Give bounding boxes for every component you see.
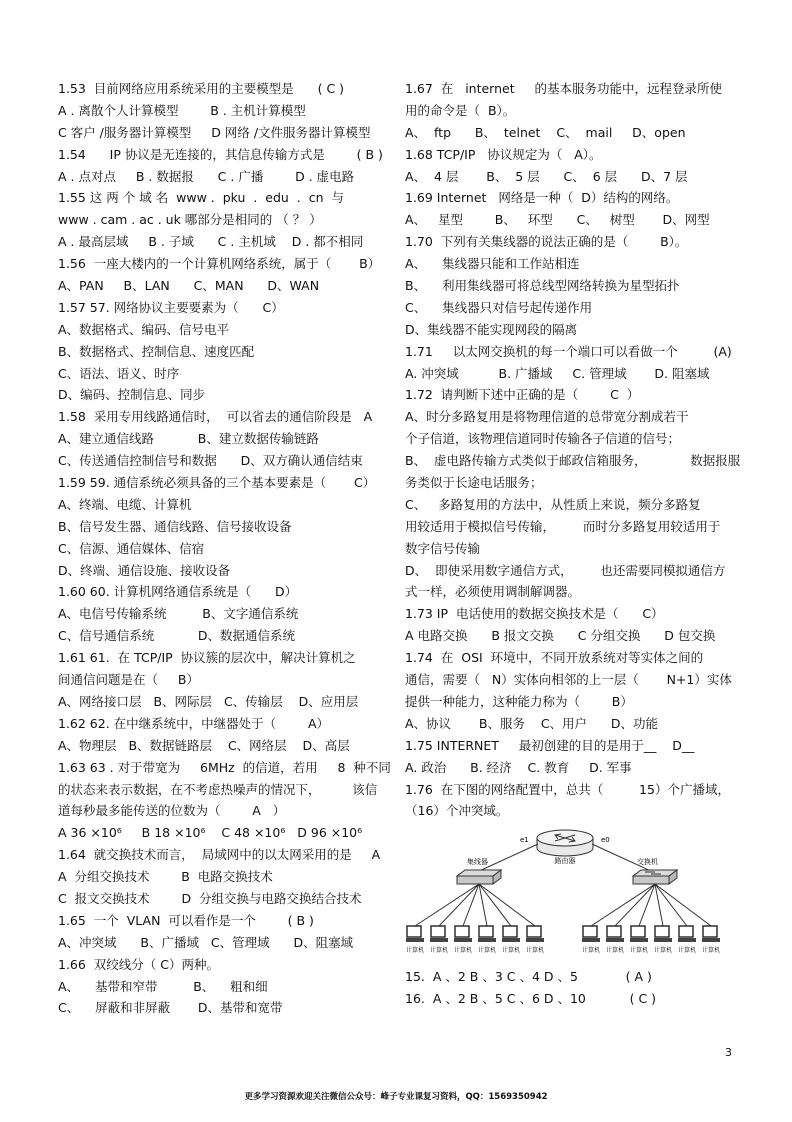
text-line: A . 点对点 B . 数据报 C . 广播 D . 虚电路 (58, 168, 355, 184)
text-line: 1.72 请判断下述中正确的是（ C ） (405, 387, 640, 403)
text-line: 用的命令是（ B）。 (405, 102, 516, 118)
text-line: 1.71 以太网交换机的每一个端口可以看做一个 (A) (405, 343, 732, 359)
network-link (615, 884, 655, 926)
text-line: 1.59 59. 通信系统必须具备的三个基本要素是（ C） (58, 475, 376, 491)
text-line: 1.56 一座大楼内的一个计算机网络系统，属于（ B） (58, 256, 381, 272)
computer-label: 计算机 (653, 947, 673, 955)
right-column-top-text (405, 78, 741, 822)
computer-icon (582, 926, 600, 954)
computer-label: 计算机 (501, 947, 521, 955)
text-line: D、集线器不能实现网段的隔离 (405, 321, 578, 337)
text-line: 1.58 采用专用线路通信时， 可以省去的通信阶段是 A (58, 409, 373, 425)
text-line: A . 最高层域 B . 子域 C . 主机域 D . 都不相同 (58, 234, 364, 250)
text-line: C、 屏蔽和非屏蔽 D、基带和宽带 (58, 1000, 283, 1016)
right-column-bottom-text (405, 966, 735, 1010)
text-line: 1.64 就交换技术而言， 局域网中的以太网采用的是 A (58, 847, 381, 863)
text-line: 1.73 IP 电话使用的数据交换技术是（ C） (405, 606, 664, 622)
text-line: 1.60 60. 计算机网络通信系统是（ D） (58, 584, 298, 600)
text-line: 数字信号传输 (405, 540, 481, 556)
text-line: 提供一种能力，这种能力称为（ B） (405, 693, 633, 709)
text-line: 1.63 63 . 对于带宽为 6MHz 的信道，若用 8 种不同 (58, 759, 391, 775)
computer-label: 计算机 (581, 947, 601, 955)
text-line: A、 ftp B、 telnet C、 mail D、open (405, 124, 686, 140)
text-line: 1.54 IP 协议是无连接的，其信息传输方式是 ( B ) (58, 146, 383, 162)
text-line: A. 冲突域 B. 广播域 C. 管理域 D. 阻塞域 (405, 365, 710, 381)
text-line: D、 即使采用数字通信方式， 也还需要同模拟通信方 (405, 562, 726, 578)
text-line: 1.61 61. 在 TCP/IP 协议簇的层次中，解决计算机之 (58, 650, 356, 666)
switch-label: 交换机 (637, 858, 658, 867)
network-link (439, 884, 479, 926)
text-line: www . cam . ac . uk 哪部分是相同的 （ ？ ） (58, 212, 322, 228)
text-line: （16）个冲突域。 (405, 803, 509, 819)
port-e0-label: e0 (601, 836, 610, 845)
text-line: 16. A 、2 B 、5 C 、6 D 、10 ( C ) (405, 991, 657, 1007)
text-line: 1.62 62. 在中继系统中，中继器处于（ A） (58, 715, 329, 731)
computer-icon (526, 926, 544, 954)
text-line: D、编码、控制信息、同步 (58, 387, 206, 403)
text-line: 1.53 目前网络应用系统采用的主要模型是 ( C ) (58, 81, 345, 96)
computer-label: 计算机 (629, 947, 649, 955)
computer-label: 计算机 (677, 947, 697, 955)
text-line: A、电信号传输系统 B、文字通信系统 (58, 606, 299, 622)
text-line: 通信，需要（ N）实体向相邻的上一层（ N+1）实体 (405, 672, 732, 688)
left-column (58, 78, 391, 1019)
text-line: 1.75 INTERNET 最初创建的目的是用于__ D__ (405, 737, 695, 753)
text-line: C 客户 /服务器计算模型 D 网络 /文件服务器计算模型 (58, 124, 371, 140)
text-line: A、PAN B、LAN C、MAN D、WAN (58, 278, 320, 294)
text-line: C 报文交换技术 D 分组交换与电路交换结合技术 (58, 890, 362, 906)
computer-icon (678, 926, 696, 954)
text-line: A、 星型 B、 环型 C、 树型 D、网型 (405, 212, 710, 228)
computer-icon (406, 926, 424, 954)
text-line: 式一样，必须使用调制解调器。 (405, 584, 581, 600)
computer-label: 计算机 (605, 947, 625, 955)
computer-label: 计算机 (405, 947, 425, 955)
text-line: 个子信道，该物理信道同时传输各子信道的信号； (405, 431, 681, 447)
network-link (655, 884, 663, 926)
text-line: A 电路交换 B 报文交换 C 分组交换 D 包交换 (405, 628, 716, 644)
computer-icon (454, 926, 472, 954)
text-line: C、 多路复用的方法中，从性质上来说，频分多路复 (405, 496, 701, 512)
text-line: A、协议 B、服务 C、用户 D、功能 (405, 715, 659, 731)
text-line: 间通信问题是在（ B） (58, 672, 199, 688)
text-line: 1.55 这 两 个 域 名 www . pku . edu . cn 与 (58, 190, 344, 206)
network-link (415, 884, 479, 926)
text-line: C、传送通信控制信号和数据 D、双方确认通信结束 (58, 453, 363, 469)
network-link (463, 884, 479, 926)
text-line: A . 离散个人计算模型 B . 主机计算模型 (58, 102, 306, 118)
text-line: 1.65 一个 VLAN 可以看作是一个 ( B ) (58, 912, 314, 928)
network-link (655, 884, 711, 926)
computers-group (406, 884, 720, 954)
port-e1-label: e1 (520, 836, 529, 845)
text-line: B、数据格式、控制信息、速度匹配 (58, 343, 255, 359)
computer-label: 计算机 (477, 947, 497, 955)
network-diagram (405, 828, 725, 956)
text-line: A、数据格式、编码、信号电平 (58, 321, 230, 337)
computer-icon (606, 926, 624, 954)
computer-label: 计算机 (429, 947, 449, 955)
text-line: C、 集线器只对信号起传递作用 (405, 299, 593, 315)
text-line: A、网络接口层 B、网际层 C、传输层 D、应用层 (58, 693, 359, 709)
computer-icon (430, 926, 448, 954)
text-line: 1.76 在下图的网络配置中，总共（ 15）个广播域， (405, 781, 730, 797)
text-line: A、 4 层 B、 5 层 C、 6 层 D、7 层 (405, 168, 688, 184)
text-line: 道每秒最多能传送的位数为（ A ） (58, 803, 286, 819)
switch-icon (633, 870, 677, 884)
text-line: 1.69 Internet 网络是一种（ D）结构的网络。 (405, 190, 679, 206)
computer-icon (654, 926, 672, 954)
text-line: 务类似于长途电话服务； (405, 475, 543, 491)
network-link (591, 884, 655, 926)
computer-icon (630, 926, 648, 954)
computer-label: 计算机 (701, 947, 721, 955)
text-line: A、时分多路复用是将物理信道的总带宽分割成若干 (405, 409, 689, 425)
router-icon (537, 830, 593, 856)
text-line: C、信源、通信媒体、信宿 (58, 540, 205, 556)
network-link (639, 884, 655, 926)
text-line: 的状态来表示数据，在不考虑热噪声的情况下， 该信 (58, 781, 378, 797)
network-link (479, 884, 487, 926)
text-line: C、信号通信系统 D、数据通信系统 (58, 628, 296, 644)
computer-label: 计算机 (453, 947, 473, 955)
text-line: C、语法、语义、时序 (58, 365, 180, 381)
network-diagram-svg (405, 828, 725, 956)
text-line: A. 政治 B. 经济 C. 教育 D. 军事 (405, 759, 632, 775)
page-number: 3 (725, 1046, 732, 1059)
text-line: 1.57 57. 网络协议主要要素为（ C） (58, 299, 284, 315)
text-line: B、 虚电路传输方式类似于邮政信箱服务， 数据报服 (405, 453, 741, 469)
text-line: B、信号发生器、通信线路、信号接收设备 (58, 518, 292, 534)
router-label: 路由器 (554, 857, 576, 866)
text-line: D、终端、通信设施、接收设备 (58, 562, 231, 578)
text-line: A、终端、电缆、计算机 (58, 496, 192, 512)
text-line: A、 集线器只能和工作站相连 (405, 256, 580, 272)
text-line: A、物理层 B、数据链路层 C、网络层 D、高层 (58, 737, 350, 753)
right-column (405, 78, 741, 1010)
hub-label: 集线器 (467, 858, 488, 867)
text-line: B、 利用集线器可将总线型网络转换为星型拓扑 (405, 278, 680, 294)
text-line: 1.68 TCP/IP 协议规定为（ A）。 (405, 146, 602, 162)
hub-icon (457, 870, 501, 884)
text-line: A 36 ×10⁶ B 18 ×10⁶ C 48 ×10⁶ D 96 ×10⁶ (58, 825, 363, 841)
text-line: 1.66 双绞线分（ C）两种。 (58, 956, 219, 972)
computer-icon (502, 926, 520, 954)
text-line: A 分组交换技术 B 电路交换技术 (58, 869, 273, 885)
text-line: 1.70 下列有关集线器的说法正确的是（ B）。 (405, 234, 688, 250)
computer-icon (478, 926, 496, 954)
text-line: 1.74 在 OSI 环境中，不同开放系统对等实体之间的 (405, 650, 704, 666)
computer-icon (702, 926, 720, 954)
text-line: 用较适用于模拟信号传输， 而时分多路复用较适用于 (405, 518, 721, 534)
text-line: A、 基带和窄带 B、 粗和细 (58, 978, 268, 994)
computer-label: 计算机 (525, 947, 545, 955)
text-line: A、建立通信线路 B、建立数据传输链路 (58, 431, 319, 447)
text-line: A、冲突域 B、广播域 C、管理域 D、阻塞域 (58, 934, 354, 950)
footer-note: 更多学习资源欢迎关注微信公众号：峰子专业课复习资料，QQ：1569350942 (244, 1092, 548, 1102)
network-link (479, 884, 535, 926)
text-line: 1.67 在 internet 的基本服务功能中，远程登录所使 (405, 81, 722, 96)
text-line: 15. A 、2 B 、3 C 、4 D 、5 ( A ) (405, 969, 652, 985)
